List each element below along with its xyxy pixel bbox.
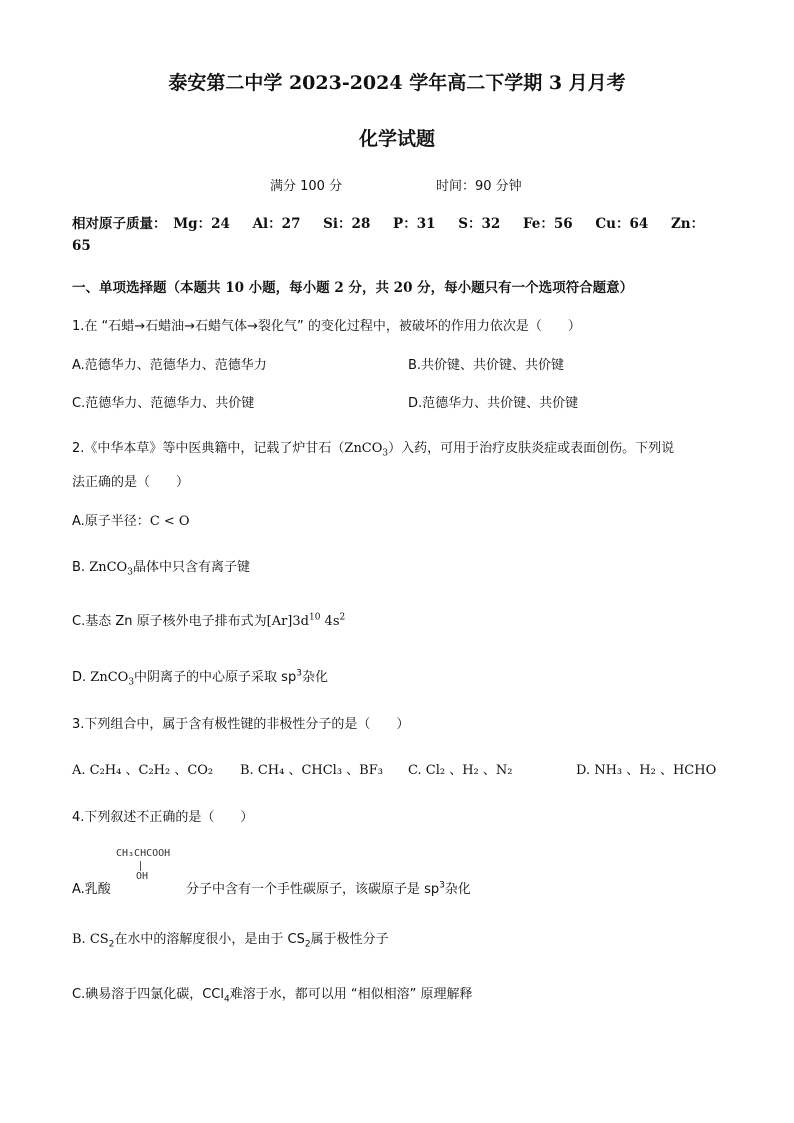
atomic-masses bbox=[72, 212, 704, 232]
q1-option-d: D.范德华力、共价键、共价键 bbox=[408, 396, 579, 411]
q2-option-d: D. ZnCO$_3$中阴离子的中心原子采取 $sp^3$杂化 bbox=[72, 668, 328, 688]
q3-option-b: B. CH₄ 、CHCl₃ 、BF₃ bbox=[240, 763, 383, 778]
full-score: 满分 100 分 bbox=[270, 179, 343, 194]
q4-option-c: C.碘易溶于四氯化碳，CCl$_4$难溶于水，都可以用 “相似相溶” 原理解释 bbox=[72, 987, 473, 1005]
q2-stem-part: ）入药，可用于治疗皮肤炎症或表面创伤。下列说 bbox=[388, 441, 675, 456]
mass-item: Cu：64 bbox=[595, 216, 649, 232]
mass-item: P：31 bbox=[393, 216, 436, 232]
atomic-mass-tail: 65 bbox=[72, 238, 91, 254]
q2-option-c: C.基态 Zn 原子核外电子排布式为$[Ar]3d^{10}$ $4s^2$ bbox=[72, 612, 346, 629]
q3-stem: 3.下列组合中，属于含有极性键的非极性分子的是（ ） bbox=[72, 717, 410, 732]
mass-item: S：32 bbox=[458, 216, 501, 232]
q1-option-a: A.范德华力、范德华力、范德华力 bbox=[72, 358, 267, 373]
q2-option-b: B. ZnCO$_3$晶体中只含有离子键 bbox=[72, 560, 250, 578]
q3-option-d: D. NH₃ 、H₂ 、HCHO bbox=[576, 763, 717, 778]
mass-item: Zn： bbox=[670, 216, 705, 232]
q2-option-a: A.原子半径：C < O bbox=[72, 514, 190, 529]
exam-title: 泰安第二中学 2023-2024 学年高二下学期 3 月月考 bbox=[168, 72, 626, 94]
exam-time: 时间：90 分钟 bbox=[436, 179, 522, 194]
q4-option-a-label: A.乳酸 bbox=[72, 882, 111, 897]
mass-item: Fe：56 bbox=[522, 216, 573, 232]
lactic-acid-oh: OH bbox=[136, 871, 149, 882]
q1-stem: 1.在 “石蜡→石蜡油→石蜡气体→裂化气” 的变化过程中，被破坏的作用力依次是（ ） bbox=[72, 319, 581, 334]
atomic-masses-label: 相对原子质量： bbox=[72, 216, 167, 232]
q4-option-b: B. $CS_2$在水中的溶解度很小，是由于 $CS_2$属于极性分子 bbox=[72, 932, 389, 950]
mass-item: Mg：24 bbox=[173, 216, 230, 232]
formula-znco3: ZnCO$_3$ bbox=[344, 441, 389, 459]
q1-option-b: B.共价键、共价键、共价键 bbox=[408, 358, 565, 373]
mass-item: Al：27 bbox=[252, 216, 301, 232]
q4-stem: 4.下列叙述不正确的是（ ） bbox=[72, 810, 254, 825]
bond-line bbox=[140, 861, 141, 871]
q2-stem bbox=[72, 437, 674, 459]
mass-item: Si：28 bbox=[323, 216, 371, 232]
q2-stem-line2: 法正确的是（ ） bbox=[72, 475, 190, 490]
lactic-acid-formula: CH₃CHCOOH bbox=[116, 848, 171, 859]
q3-option-a: A. C₂H₄ 、C₂H₂ 、CO₂ bbox=[72, 763, 214, 778]
exam-subtitle: 化学试题 bbox=[358, 128, 435, 150]
q4-option-a: 分子中含有一个手性碳原子，该碳原子是 $sp^3$杂化 bbox=[186, 880, 471, 897]
q2-stem-part: 2.《中华本草》等中医典籍中，记载了炉甘石（ bbox=[72, 441, 345, 456]
section-heading: 一、单项选择题（本题共 10 小题，每小题 2 分，共 20 分，每小题只有一个选项符合题意） bbox=[72, 280, 634, 296]
q3-option-c: C. Cl₂ 、H₂ 、N₂ bbox=[408, 763, 513, 778]
q1-option-c: C.范德华力、范德华力、共价键 bbox=[72, 396, 255, 411]
